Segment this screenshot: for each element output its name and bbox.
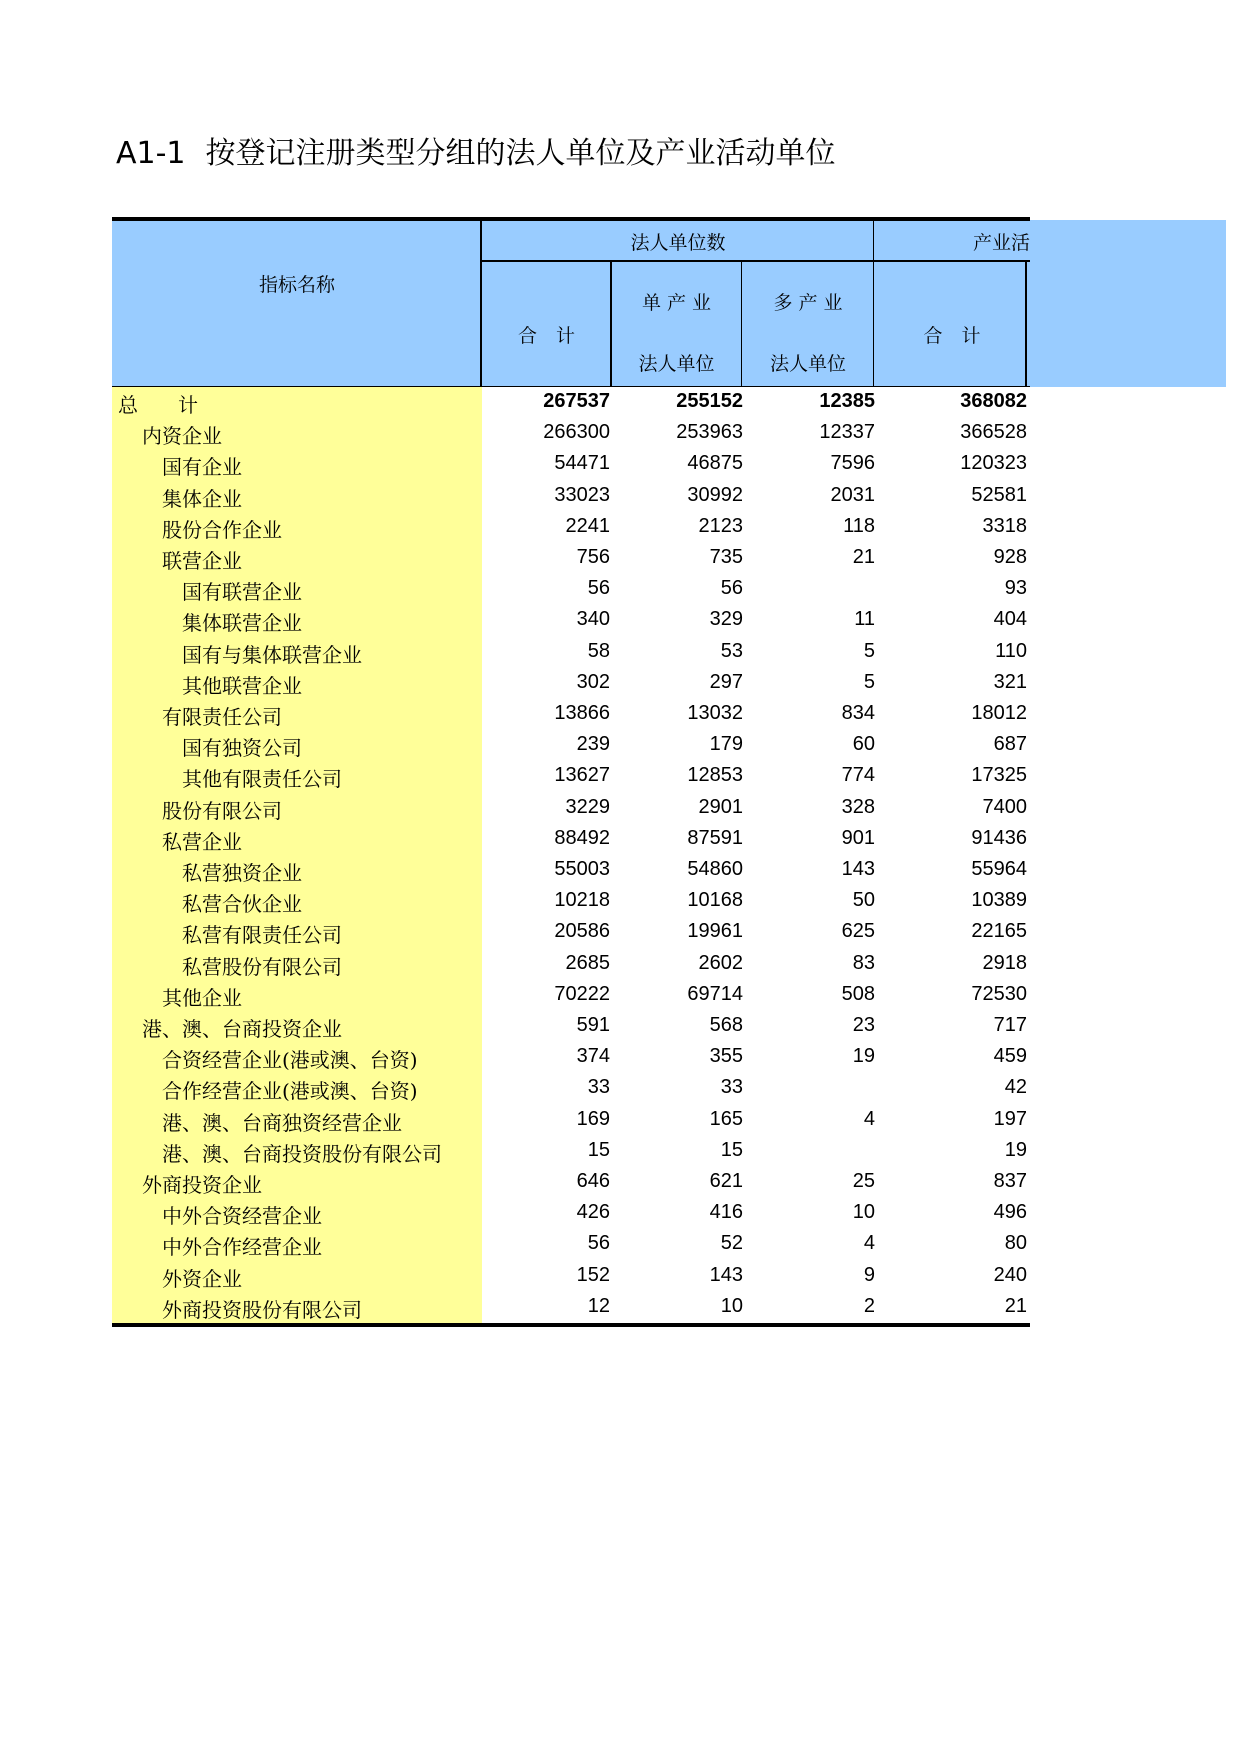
table-row [112,793,1030,824]
header-single-industry [611,262,742,387]
cell-total: 54471 [554,452,610,475]
cell-multi-industry: 9 [863,1263,875,1286]
cell-multi-industry: 2 [863,1294,875,1317]
row-name: 港、澳、台商投资股份有限公司 [162,1141,442,1166]
table-row [112,418,1030,449]
row-name: 国有联营企业 [182,580,302,605]
cell-activity-total: 17325 [971,764,1027,787]
cell-total: 302 [576,670,610,693]
header-activity-total-label: 合 计 [923,325,981,347]
table-row [112,917,1030,948]
table-row [112,512,1030,543]
cell-activity-total: 21 [1004,1294,1027,1317]
header-indicator-label: 指标名称 [258,274,335,296]
cell-single-industry: 621 [709,1170,743,1192]
cell-activity-total: 2918 [982,951,1027,974]
divider [873,220,874,387]
table-row [112,980,1030,1011]
cell-activity-total: 197 [993,1107,1027,1130]
cell-single-industry: 2901 [698,795,743,818]
cell-single-industry: 52 [720,1232,743,1255]
cell-multi-industry: 60 [852,733,875,756]
cell-total: 267537 [543,390,610,412]
cell-activity-total: 928 [993,546,1027,568]
cell-total: 58 [587,639,610,662]
header-activity-units-group [874,220,1030,262]
table-bottom-rule [112,1323,1030,1327]
cell-single-industry: 735 [709,546,743,568]
header-multi-industry [742,262,874,387]
cell-multi-industry: 50 [852,889,875,912]
cell-total: 756 [576,546,610,568]
row-name: 集体联营企业 [182,611,302,636]
cell-single-industry: 53 [720,639,743,662]
cell-activity-total: 80 [1004,1232,1027,1255]
cell-total: 33023 [554,483,610,506]
table-row [112,1229,1030,1260]
row-name: 私营股份有限公司 [182,954,342,979]
row-name: 联营企业 [162,549,242,573]
cell-total: 3229 [565,795,610,818]
table-row [112,543,1030,574]
cell-activity-total: 687 [993,733,1027,756]
table-row [112,824,1030,855]
cell-activity-total: 404 [993,608,1027,631]
table-row [112,1011,1030,1042]
row-name: 股份合作企业 [162,517,282,542]
cell-single-industry: 2123 [698,514,743,537]
cell-multi-industry: 901 [841,826,875,849]
cell-total: 56 [587,1232,610,1255]
cell-single-industry: 255152 [676,390,743,412]
cell-single-industry: 46875 [687,452,743,475]
row-name: 外商投资股份有限公司 [162,1297,362,1322]
cell-total: 10218 [554,889,610,912]
row-name: 股份有限公司 [162,798,282,823]
cell-single-industry: 33 [720,1076,743,1099]
cell-activity-total: 55964 [971,858,1027,880]
table-row [112,605,1030,636]
cell-total: 13627 [554,764,610,787]
cell-activity-total: 368082 [960,390,1027,412]
cell-single-industry: 19961 [687,920,743,943]
table-row [112,699,1030,730]
divider [741,262,742,387]
row-name: 私营有限责任公司 [182,923,342,948]
header-multi-line2: 法人单位 [769,353,846,375]
cell-single-industry: 54860 [687,858,743,880]
page-title [116,128,836,172]
row-name: 中外合作经营企业 [162,1235,322,1260]
cell-activity-total: 366528 [960,421,1027,444]
cell-single-industry: 355 [709,1045,743,1068]
cell-activity-total: 22165 [971,920,1027,943]
cell-activity-total: 717 [993,1014,1027,1036]
cell-multi-industry: 83 [852,951,875,974]
table-row [112,1073,1030,1104]
cell-single-industry: 30992 [687,483,743,506]
table-title: 按登记注册类型分组的法人单位及产业活动单位 [205,136,836,171]
row-name: 私营企业 [162,829,242,854]
cell-multi-industry: 11 [854,608,875,631]
cell-single-industry: 568 [709,1014,743,1036]
table-code: A1-1 [116,136,186,171]
table-row [112,1261,1030,1292]
cell-multi-industry: 25 [852,1170,875,1192]
cell-total: 152 [576,1263,610,1286]
cell-total: 374 [576,1045,610,1068]
cell-multi-industry: 5 [863,639,875,662]
table-row [112,1167,1030,1198]
table-row [112,668,1030,699]
header-legal-units-label: 法人单位数 [630,231,726,254]
cell-multi-industry: 23 [852,1014,875,1036]
row-name: 其他有限责任公司 [182,767,342,792]
cell-total: 340 [576,608,610,631]
cell-multi-industry: 21 [852,546,875,568]
row-name: 其他企业 [162,985,242,1010]
table-row [112,855,1030,886]
cell-total: 12 [587,1294,610,1317]
cell-multi-industry: 10 [852,1201,875,1224]
divider [1025,260,1027,387]
row-name: 港、澳、台商独资经营企业 [162,1110,402,1135]
row-name: 集体企业 [162,486,242,511]
cell-total: 56 [587,577,610,600]
cell-activity-total: 837 [993,1170,1027,1192]
cell-single-industry: 10 [720,1294,743,1317]
cell-single-industry: 12853 [687,764,743,787]
cell-multi-industry: 5 [863,670,875,693]
cell-activity-total: 7400 [982,795,1027,818]
cell-multi-industry: 19 [852,1045,875,1068]
row-name: 国有与集体联营企业 [182,642,362,667]
cell-activity-total: 10389 [971,889,1027,912]
cell-multi-industry: 774 [841,764,875,787]
row-name: 港、澳、台商投资企业 [142,1017,342,1041]
cell-total: 239 [576,733,610,756]
table-row [112,481,1030,512]
header-legal-units-group [482,220,874,262]
cell-multi-industry: 4 [863,1232,875,1255]
cell-multi-industry: 4 [863,1107,875,1130]
cell-total: 591 [576,1014,610,1036]
table-row [112,449,1030,480]
cell-single-industry: 87591 [687,826,743,849]
table-row [112,761,1030,792]
header-total [482,262,611,387]
table-row [112,1136,1030,1167]
cell-multi-industry: 118 [843,514,875,537]
table-row [112,949,1030,980]
cell-activity-total: 321 [993,670,1027,693]
table-row [112,387,1030,418]
row-name: 国有独资公司 [182,736,302,761]
cell-multi-industry: 508 [841,982,875,1005]
table-row [112,1042,1030,1073]
cell-single-industry: 15 [720,1138,743,1161]
row-name: 其他联营企业 [182,673,302,698]
cell-single-industry: 10168 [687,889,743,912]
cell-single-industry: 56 [720,577,743,600]
cell-multi-industry: 143 [841,858,875,880]
cell-activity-total: 18012 [971,702,1027,724]
cell-multi-industry: 12337 [819,421,875,444]
cell-total: 646 [576,1170,610,1192]
cell-single-industry: 297 [709,670,743,693]
cell-activity-total: 110 [995,639,1027,662]
row-name: 有限责任公司 [162,705,282,729]
cell-total: 15 [587,1138,610,1161]
cell-total: 426 [576,1201,610,1224]
row-name: 合资经营企业(港或澳、台资) [162,1048,418,1073]
table-row [112,1198,1030,1229]
cell-activity-total: 52581 [971,483,1027,506]
cell-multi-industry: 625 [841,920,875,943]
cell-total: 70222 [554,982,610,1005]
cell-total: 55003 [554,858,610,880]
cell-multi-industry: 7596 [830,452,875,475]
cell-activity-total: 19 [1004,1138,1027,1161]
row-name: 外资企业 [162,1266,242,1291]
cell-total: 88492 [554,826,610,849]
cell-total: 169 [576,1107,610,1130]
table-row [112,574,1030,605]
table-row [112,1105,1030,1136]
row-name: 总 计 [118,393,198,417]
cell-activity-total: 3318 [982,514,1027,537]
cell-multi-industry: 2031 [830,483,875,506]
cell-activity-total: 93 [1004,577,1027,600]
cell-multi-industry: 328 [841,795,875,818]
cell-total: 2241 [565,514,610,537]
header-activity-units-label: 产业活 [972,231,1030,254]
cell-single-industry: 13032 [687,702,743,724]
cell-single-industry: 165 [709,1107,743,1130]
header-single-line2: 法人单位 [638,353,715,375]
divider [610,262,612,387]
row-name: 中外合资经营企业 [162,1204,322,1229]
cell-single-industry: 253963 [676,421,743,444]
cell-activity-total: 120323 [960,452,1027,475]
table-row [112,637,1030,668]
cell-single-industry: 179 [709,733,743,756]
header-single-line1: 单 产 业 [641,292,712,314]
row-name: 国有企业 [162,455,242,480]
row-name: 私营独资企业 [182,861,302,885]
cell-activity-total: 72530 [971,982,1027,1005]
row-name: 外商投资企业 [142,1173,262,1197]
cell-total: 20586 [554,920,610,943]
header-indicator-name [112,220,482,387]
cell-total: 2685 [565,951,610,974]
cell-single-industry: 416 [709,1201,743,1224]
table-row [112,886,1030,917]
cell-total: 33 [587,1076,610,1099]
divider [482,260,1030,262]
cell-activity-total: 459 [993,1045,1027,1068]
table-row [112,1292,1030,1323]
cell-activity-total: 240 [993,1263,1027,1286]
cell-activity-total: 42 [1004,1076,1027,1099]
cell-multi-industry: 834 [841,702,875,724]
cell-activity-total: 496 [993,1201,1027,1224]
cell-multi-industry: 12385 [819,390,875,412]
table-row [112,730,1030,761]
cell-single-industry: 69714 [687,982,743,1005]
cell-total: 266300 [543,421,610,444]
cell-total: 13866 [554,702,610,724]
cell-single-industry: 329 [709,608,743,631]
header-multi-line1: 多 产 业 [773,292,843,314]
row-name: 内资企业 [142,424,222,449]
header-total-label: 合 计 [517,325,575,347]
cell-single-industry: 2602 [698,951,743,974]
cell-activity-total: 91436 [971,826,1027,849]
cell-single-industry: 143 [709,1263,743,1286]
header-activity-total [874,262,1030,387]
row-name: 合作经营企业(港或澳、台资) [162,1079,418,1104]
row-name: 私营合伙企业 [182,892,302,917]
